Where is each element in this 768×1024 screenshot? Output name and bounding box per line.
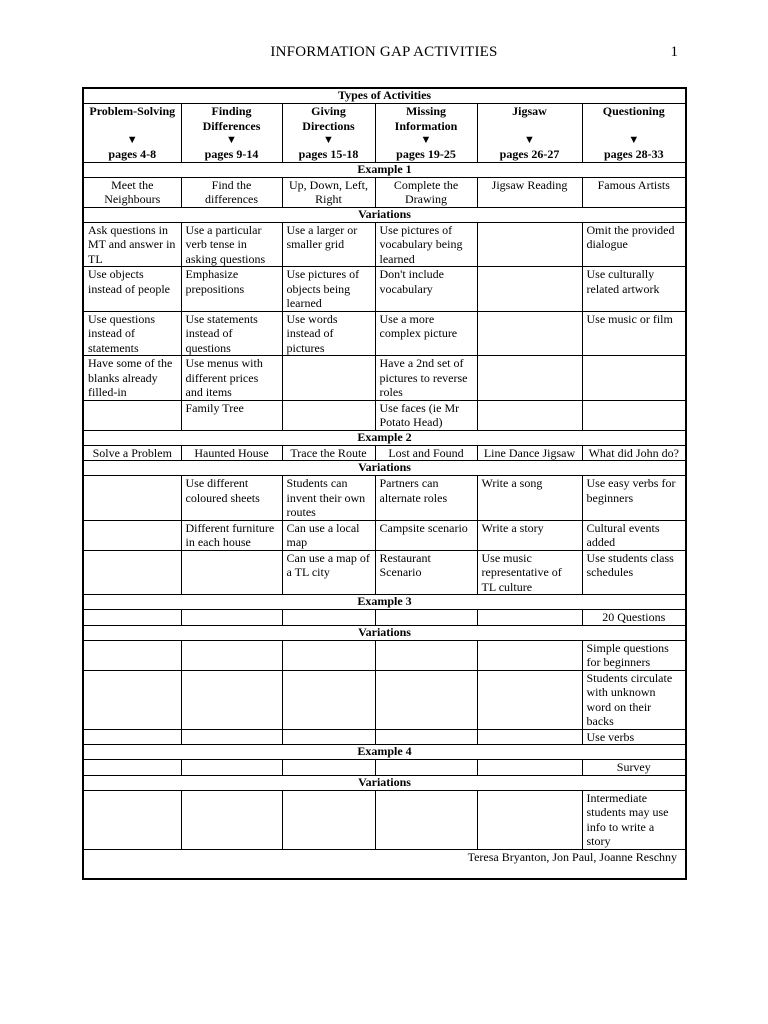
- variation-row: [83, 267, 686, 312]
- variation-row-cell: [83, 520, 181, 550]
- variation-row-cell: Omit the provided dialogue: [582, 222, 686, 267]
- column-header-row: [83, 104, 686, 163]
- column-pages: pages 19-25: [396, 147, 456, 161]
- document-title: INFORMATION GAP ACTIVITIES: [270, 44, 498, 60]
- column-header-missing-information: [375, 104, 477, 163]
- variation-row-cell: Different furniture in each house: [181, 520, 282, 550]
- variation-row: [83, 729, 686, 745]
- example-row-cell: [477, 760, 582, 776]
- down-arrow-icon: ▼: [226, 134, 237, 146]
- variation-row-cell: Campsite scenario: [375, 520, 477, 550]
- variation-row-cell: Students circulate with unknown word on their backs: [582, 670, 686, 729]
- column-name: Problem-Solving: [89, 104, 176, 118]
- column-header-questioning: [582, 104, 686, 163]
- variation-row-cell: [282, 729, 375, 745]
- example-row-cell: Haunted House: [181, 445, 282, 461]
- variation-row-cell: [83, 729, 181, 745]
- example-row-cell: Famous Artists: [582, 177, 686, 207]
- variation-row-cell: [181, 729, 282, 745]
- variation-row-cell: Use music or film: [582, 311, 686, 356]
- example-label: Example 1: [83, 162, 686, 177]
- variation-row-cell: [477, 670, 582, 729]
- down-arrow-icon: ▼: [628, 134, 640, 146]
- variation-row-cell: Can use a local map: [282, 520, 375, 550]
- column-pages: pages 4-8: [108, 147, 157, 161]
- section-row: [83, 162, 686, 177]
- column-name: Questioning: [602, 104, 665, 118]
- variation-row-cell: Intermediate students may use info to write a story: [582, 790, 686, 849]
- variation-row-cell: [181, 550, 282, 595]
- authors-credit: Teresa Bryanton, Jon Paul, Joanne Reschny: [83, 849, 686, 879]
- variation-row-cell: Partners can alternate roles: [375, 476, 477, 521]
- down-arrow-icon: ▼: [126, 134, 138, 146]
- example-row-cell: Solve a Problem: [83, 445, 181, 461]
- example-row-cell: Complete the Drawing: [375, 177, 477, 207]
- example-row-cell: [375, 760, 477, 776]
- variation-row-cell: [477, 400, 582, 430]
- page-number: 1: [670, 44, 678, 60]
- variation-row-cell: Use culturally related artwork: [582, 267, 686, 312]
- variation-row: [83, 670, 686, 729]
- example-row-cell: [83, 760, 181, 776]
- variation-row-cell: [83, 400, 181, 430]
- example-label: Example 4: [83, 745, 686, 760]
- example-row-cell: [282, 610, 375, 626]
- example-row: [83, 760, 686, 776]
- column-name: Finding Differences: [202, 104, 261, 133]
- example-row-cell: [181, 610, 282, 626]
- section-row: [83, 461, 686, 476]
- example-label: Example 3: [83, 595, 686, 610]
- section-row: [83, 595, 686, 610]
- example-label: Example 2: [83, 430, 686, 445]
- section-row: [83, 88, 686, 104]
- variation-row-cell: Use verbs: [582, 729, 686, 745]
- column-header-jigsaw: [477, 104, 582, 163]
- variation-row-cell: Use easy verbs for beginners: [582, 476, 686, 521]
- variation-row-cell: [83, 550, 181, 595]
- variation-row: [83, 640, 686, 670]
- example-row-cell: Trace the Route: [282, 445, 375, 461]
- variation-row-cell: Family Tree: [181, 400, 282, 430]
- example-row-cell: Meet the Neighbours: [83, 177, 181, 207]
- example-row-cell: Line Dance Jigsaw: [477, 445, 582, 461]
- variation-row-cell: Write a song: [477, 476, 582, 521]
- section-row: [83, 745, 686, 760]
- credit-row: [83, 849, 686, 879]
- example-row-cell: What did John do?: [582, 445, 686, 461]
- variations-label: Variations: [83, 625, 686, 640]
- variation-row-cell: [375, 790, 477, 849]
- section-row: [83, 430, 686, 445]
- column-name: Giving Directions: [302, 104, 355, 133]
- column-pages: pages 9-14: [204, 147, 259, 161]
- example-row: [83, 177, 686, 207]
- variation-row-cell: Use students class schedules: [582, 550, 686, 595]
- variation-row-cell: [477, 267, 582, 312]
- variations-label: Variations: [83, 775, 686, 790]
- example-row-cell: Up, Down, Left, Right: [282, 177, 375, 207]
- variation-row: [83, 550, 686, 595]
- example-row-cell: Lost and Found: [375, 445, 477, 461]
- variation-row-cell: Ask questions in MT and answer in TL: [83, 222, 181, 267]
- variation-row-cell: Use menus with different prices and items: [181, 356, 282, 401]
- variation-row: [83, 790, 686, 849]
- variation-row-cell: Use a particular verb tense in asking questions: [181, 222, 282, 267]
- example-row: [83, 445, 686, 461]
- variation-row-cell: Cultural events added: [582, 520, 686, 550]
- down-arrow-icon: ▼: [323, 134, 334, 146]
- variation-row-cell: [582, 356, 686, 401]
- variation-row-cell: [181, 670, 282, 729]
- variation-row-cell: [477, 729, 582, 745]
- variation-row-cell: Simple questions for beginners: [582, 640, 686, 670]
- variation-row-cell: [282, 790, 375, 849]
- variation-row-cell: [83, 640, 181, 670]
- example-row-cell: [375, 610, 477, 626]
- variation-row-cell: Write a story: [477, 520, 582, 550]
- example-row-cell: Survey: [582, 760, 686, 776]
- variations-label: Variations: [83, 207, 686, 222]
- variation-row-cell: [375, 640, 477, 670]
- down-arrow-icon: ▼: [420, 134, 432, 146]
- down-arrow-icon: ▼: [524, 134, 535, 146]
- variation-row-cell: [83, 790, 181, 849]
- variation-row-cell: Use objects instead of people: [83, 267, 181, 312]
- column-header-finding-differences: [181, 104, 282, 163]
- example-row-cell: [181, 760, 282, 776]
- variation-row-cell: Restaurant Scenario: [375, 550, 477, 595]
- variation-row-cell: [282, 640, 375, 670]
- column-header-problem-solving: [83, 104, 181, 163]
- variation-row-cell: Use a more complex picture: [375, 311, 477, 356]
- activities-table: [82, 87, 687, 880]
- variation-row-cell: Use statements instead of questions: [181, 311, 282, 356]
- variation-row-cell: [375, 729, 477, 745]
- variation-row-cell: [477, 640, 582, 670]
- example-row-cell: 20 Questions: [582, 610, 686, 626]
- variation-row-cell: Use music representative of TL culture: [477, 550, 582, 595]
- variation-row-cell: Emphasize prepositions: [181, 267, 282, 312]
- variation-row-cell: Use pictures of objects being learned: [282, 267, 375, 312]
- variation-row-cell: [477, 356, 582, 401]
- variation-row: [83, 520, 686, 550]
- variation-row-cell: Have a 2nd set of pictures to reverse roles: [375, 356, 477, 401]
- variation-row-cell: [282, 400, 375, 430]
- variation-row: [83, 356, 686, 401]
- example-row-cell: [477, 610, 582, 626]
- variation-row-cell: [375, 670, 477, 729]
- variation-row-cell: [181, 640, 282, 670]
- variation-row-cell: [282, 670, 375, 729]
- variation-row-cell: [181, 790, 282, 849]
- variation-row-cell: Use questions instead of statements: [83, 311, 181, 356]
- section-row: [83, 775, 686, 790]
- variation-row-cell: Use a larger or smaller grid: [282, 222, 375, 267]
- column-name: Jigsaw: [512, 104, 547, 118]
- variation-row: [83, 476, 686, 521]
- example-row-cell: Find the differences: [181, 177, 282, 207]
- variation-row: [83, 400, 686, 430]
- example-row: [83, 610, 686, 626]
- variation-row-cell: [582, 400, 686, 430]
- page-header: [0, 44, 768, 64]
- variation-row: [83, 222, 686, 267]
- table-title: Types of Activities: [83, 88, 686, 104]
- variation-row: [83, 311, 686, 356]
- variations-label: Variations: [83, 461, 686, 476]
- section-row: [83, 207, 686, 222]
- variation-row-cell: Have some of the blanks already filled-in: [83, 356, 181, 401]
- section-row: [83, 625, 686, 640]
- column-pages: pages 28-33: [603, 147, 664, 161]
- variation-row-cell: Can use a map of a TL city: [282, 550, 375, 595]
- variation-row-cell: Don't include vocabulary: [375, 267, 477, 312]
- variation-row-cell: [83, 476, 181, 521]
- example-row-cell: [282, 760, 375, 776]
- variation-row-cell: Use faces (ie Mr Potato Head): [375, 400, 477, 430]
- example-row-cell: [83, 610, 181, 626]
- column-pages: pages 15-18: [298, 147, 359, 161]
- variation-row-cell: [477, 790, 582, 849]
- variation-row-cell: [477, 311, 582, 356]
- example-row-cell: Jigsaw Reading: [477, 177, 582, 207]
- variation-row-cell: Use words instead of pictures: [282, 311, 375, 356]
- variation-row-cell: Use pictures of vocabulary being learned: [375, 222, 477, 267]
- variation-row-cell: [83, 670, 181, 729]
- variation-row-cell: Use different coloured sheets: [181, 476, 282, 521]
- variation-row-cell: Students can invent their own routes: [282, 476, 375, 521]
- variation-row-cell: [477, 222, 582, 267]
- variation-row-cell: [282, 356, 375, 401]
- column-pages: pages 26-27: [499, 147, 560, 161]
- column-header-giving-directions: [282, 104, 375, 163]
- column-name: Missing Information: [394, 104, 458, 133]
